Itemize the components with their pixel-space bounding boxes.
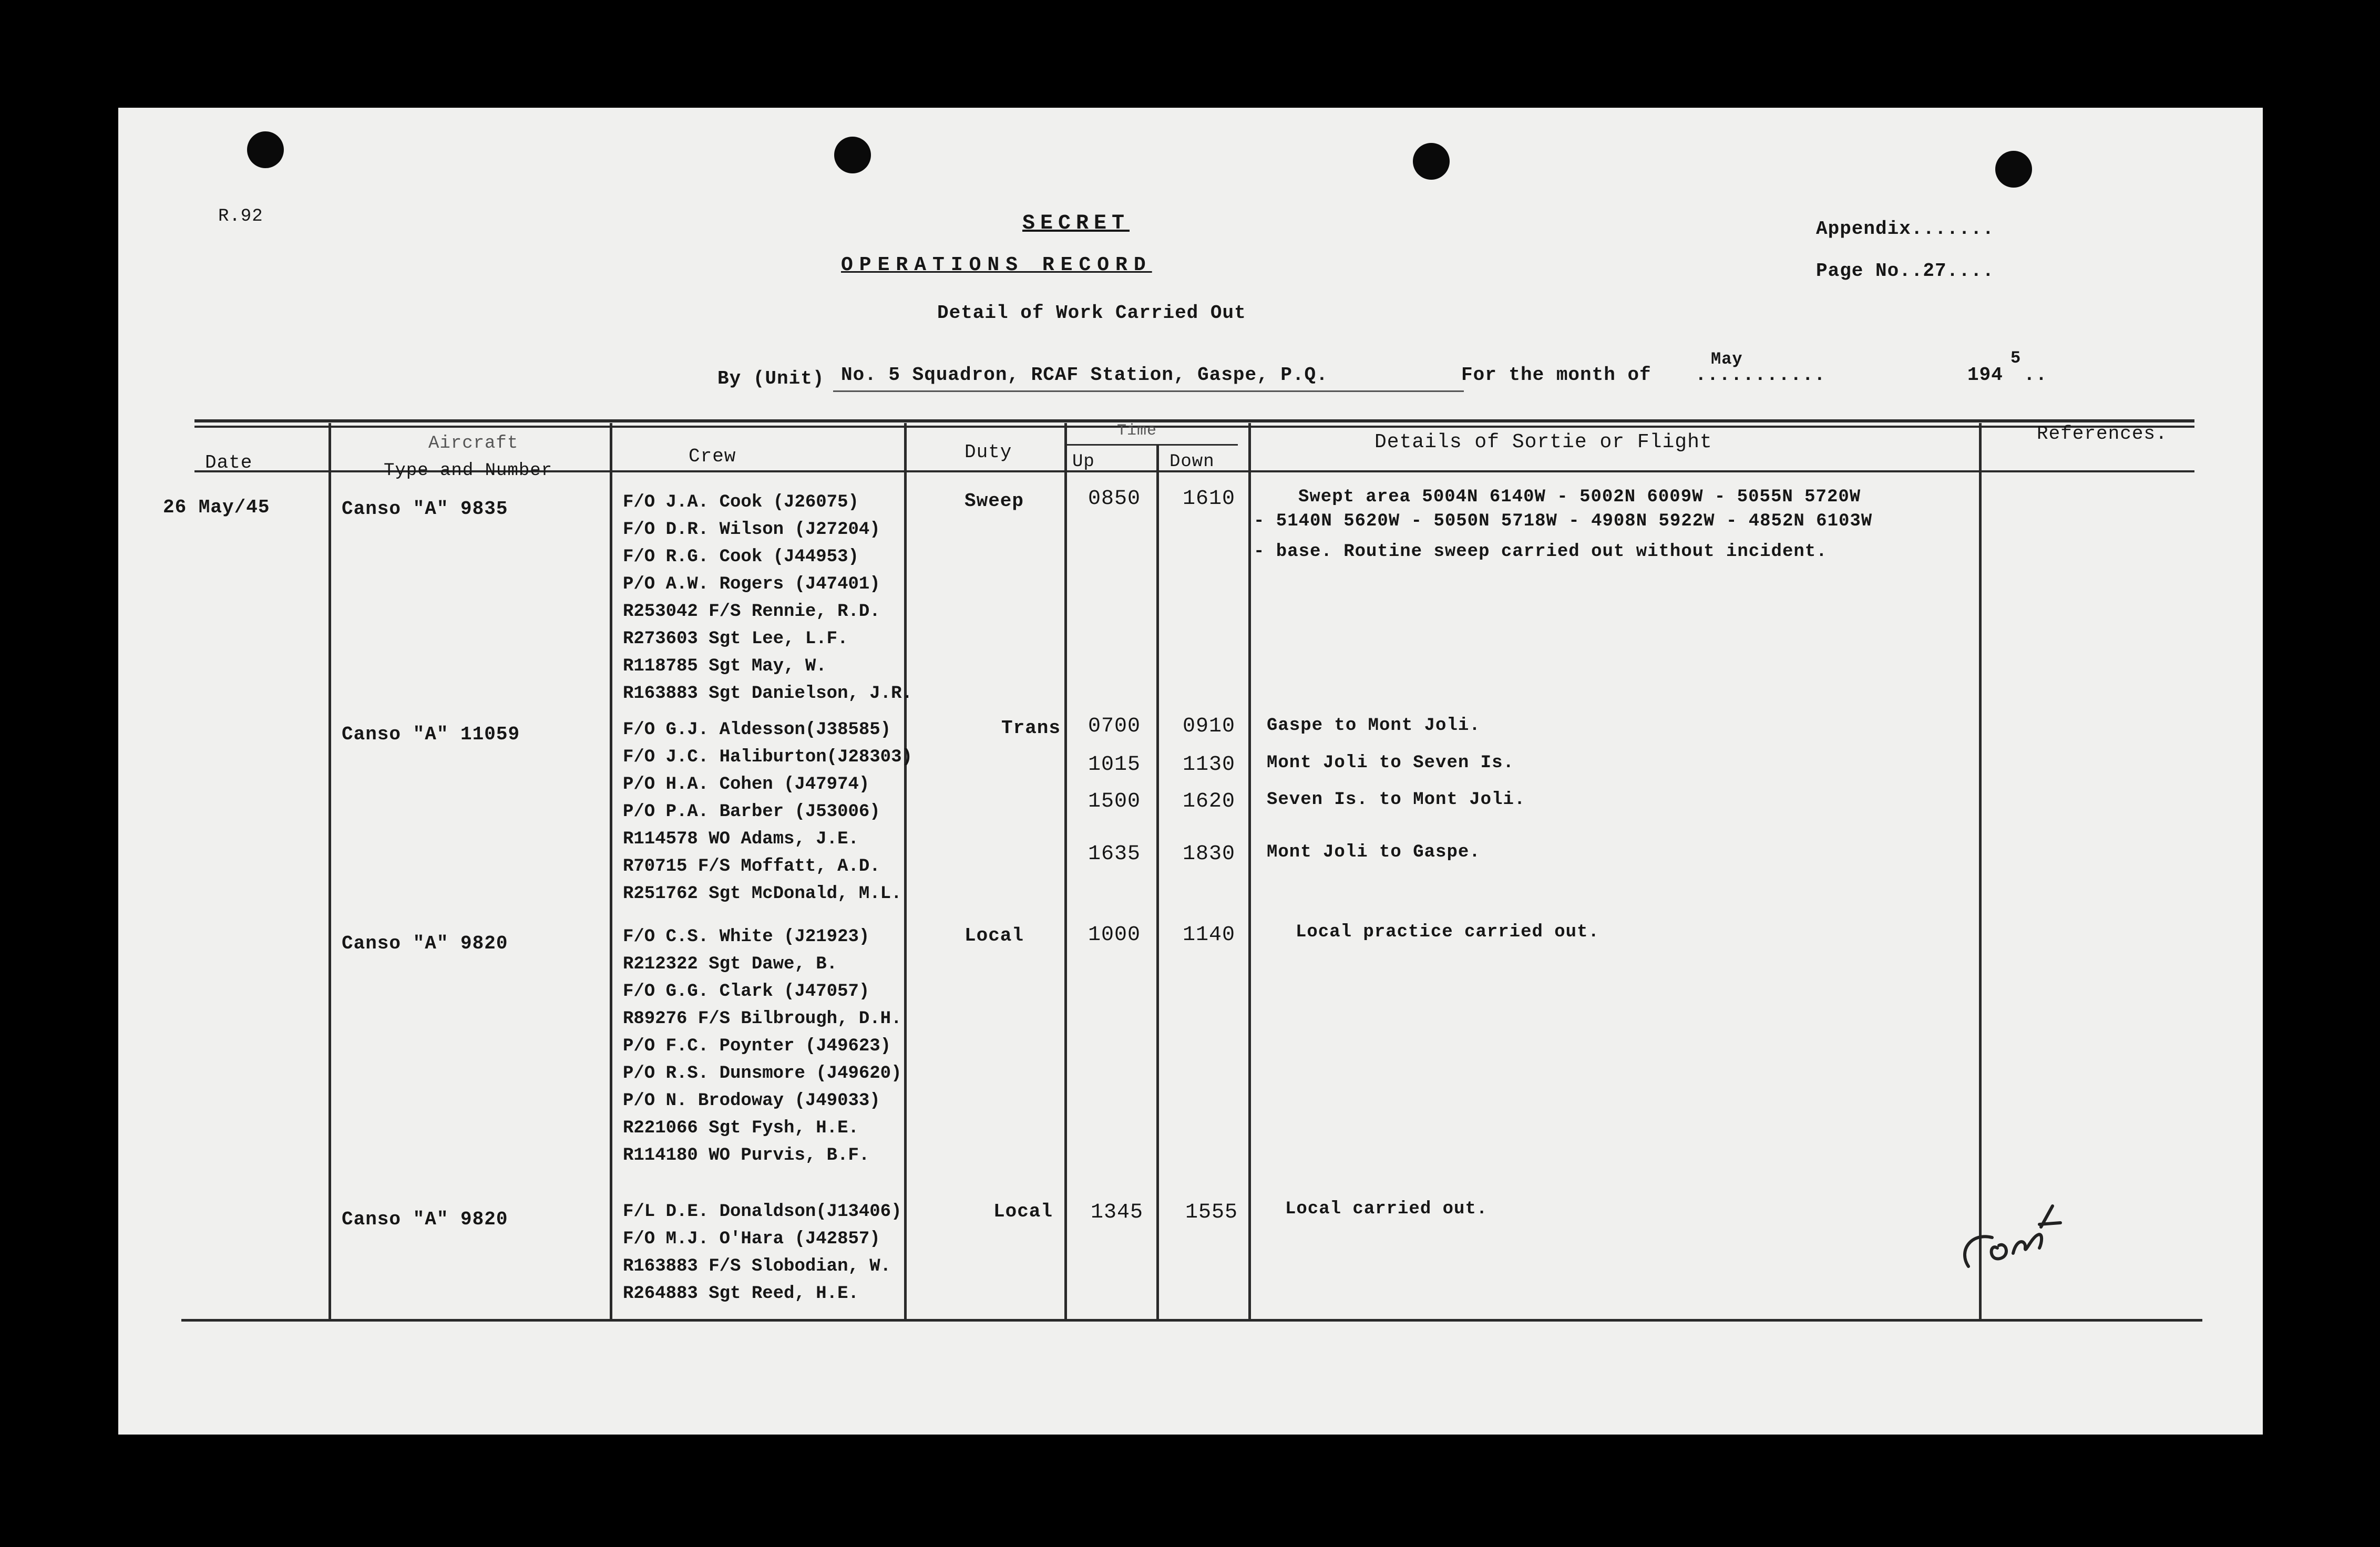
year-suffix: 5 [2010,348,2022,368]
crew-list [623,716,912,907]
aircraft-entry: Canso "A" 9820 [342,933,508,954]
table-top-rule [194,426,2194,428]
appendix-label: Appendix....... [1816,218,1995,240]
col-header-up: Up [1072,452,1095,472]
crew-member: R163883 F/S Slobodian, W. [623,1256,891,1276]
crew-member: F/O D.R. Wilson (J27204) [623,520,880,540]
duty-entry: Local [965,925,1024,946]
time-up: 1015 [1088,753,1141,777]
col-header-details: Details of Sortie or Flight [1374,431,1712,453]
time-down: 0910 [1183,715,1236,738]
month-value: May [1711,349,1743,369]
document-sheet [118,108,2263,1435]
crew-member: R253042 F/S Rennie, R.D. [623,602,880,622]
col-header-date: Date [205,452,253,473]
unit-value: No. 5 Squadron, RCAF Station, Gaspe, P.Q. [841,364,1328,386]
sortie-detail: Swept area 5004N 6140W - 5002N 6009W - 5055N 5720W [1298,487,1861,507]
aircraft-entry: Canso "A" 11059 [342,724,520,745]
form-subtitle: Detail of Work Carried Out [937,302,1246,324]
page-number: Page No..27.... [1816,260,1995,282]
duty-entry: Local [993,1201,1053,1222]
crew-member: F/O M.J. O'Hara (J42857) [623,1229,880,1249]
month-leader: ........... [1695,364,1826,386]
crew-member: R118785 Sgt May, W. [623,656,827,676]
crew-member: R221066 Sgt Fysh, H.E. [623,1118,859,1138]
crew-member: P/O P.A. Barber (J53006) [623,802,880,822]
crew-member: R264883 Sgt Reed, H.E. [623,1284,859,1304]
crew-member: F/O C.S. White (J21923) [623,927,870,947]
unit-label: By (Unit) [717,368,825,389]
crew-member: P/O R.S. Dunsmore (J49620) [623,1064,902,1084]
col-header-references: References. [2037,423,2168,445]
sortie-detail: - base. Routine sweep carried out without incident. [1254,542,1828,562]
crew-member: P/O F.C. Poynter (J49623) [623,1036,891,1056]
time-down: 1620 [1183,790,1236,813]
binder-hole [247,131,284,168]
year-prefix: 194 [1967,364,2003,386]
duty-entry: Sweep [965,490,1024,512]
handwritten-signature [1947,1164,2079,1285]
time-down: 1140 [1183,923,1236,947]
time-up: 0700 [1088,715,1141,738]
duty-entry: Trans [1001,717,1061,739]
table-top-rule [194,419,2194,422]
binder-hole [1413,143,1450,180]
entry-date: 26 May/45 [163,497,270,518]
binder-hole [834,137,871,173]
form-title: OPERATIONS RECORD [841,254,1152,276]
binder-hole [1995,151,2032,188]
time-up: 0850 [1088,487,1141,511]
month-label: For the month of [1461,364,1651,386]
sortie-detail: Mont Joli to Gaspe. [1267,842,1481,862]
crew-member: F/O J.C. Haliburton(J28303) [623,747,912,767]
col-divider [1248,423,1251,1319]
table-bottom-rule [181,1319,2202,1322]
crew-member: R163883 Sgt Danielson, J.R. [623,684,912,704]
crew-member: P/O H.A. Cohen (J47974) [623,775,870,795]
crew-member: P/O N. Brodoway (J49033) [623,1091,880,1111]
crew-member: R273603 Sgt Lee, L.F. [623,629,848,649]
classification: SECRET [1022,212,1130,235]
crew-list [623,923,902,1169]
time-down: 1830 [1183,842,1236,866]
sortie-detail: Local practice carried out. [1296,922,1599,942]
crew-member: F/O J.A. Cook (J26075) [623,492,859,512]
sortie-detail: - 5140N 5620W - 5050N 5718W - 4908N 5922W - 4852N 6103W [1254,511,1873,531]
time-down: 1130 [1183,753,1236,777]
year-leader: .. [2024,364,2048,386]
sortie-detail: Mont Joli to Seven Is. [1267,753,1514,773]
crew-member: F/O G.J. Aldesson(J38585) [623,720,891,740]
time-up: 1635 [1088,842,1141,866]
crew-member: F/L D.E. Donaldson(J13406) [623,1202,902,1222]
col-header-down: Down [1170,452,1215,472]
col-header-crew: Crew [689,446,736,467]
col-header-duty: Duty [965,441,1012,463]
crew-list [623,1198,902,1307]
crew-member: F/O G.G. Clark (J47057) [623,982,870,1002]
col-divider [1064,423,1067,1319]
sortie-detail: Gaspe to Mont Joli. [1267,716,1481,736]
time-up: 1345 [1091,1201,1144,1224]
crew-member: F/O R.G. Cook (J44953) [623,547,859,567]
time-up: 1500 [1088,790,1141,813]
form-number: R.92 [218,207,263,226]
crew-member: R212322 Sgt Dawe, B. [623,954,838,974]
crew-member: R114578 WO Adams, J.E. [623,829,859,849]
col-header-time: Time [1117,422,1157,440]
sortie-detail: Seven Is. to Mont Joli. [1267,790,1526,810]
unit-underline [833,390,1464,392]
time-down: 1555 [1185,1201,1238,1224]
crew-member: R251762 Sgt McDonald, M.L. [623,884,902,904]
time-split-rule [1064,444,1238,446]
col-divider [1156,444,1159,1319]
time-down: 1610 [1183,487,1236,511]
crew-member: R114180 WO Purvis, B.F. [623,1146,870,1166]
time-up: 1000 [1088,923,1141,947]
crew-member: P/O A.W. Rogers (J47401) [623,574,880,594]
col-header-aircraft-sub: Type and Number [384,461,553,481]
crew-list [623,489,912,707]
aircraft-entry: Canso "A" 9820 [342,1209,508,1230]
crew-member: R70715 F/S Moffatt, A.D. [623,857,880,876]
col-header-aircraft: Aircraft [428,434,519,453]
crew-member: R89276 F/S Bilbrough, D.H. [623,1009,902,1029]
sortie-detail: Local carried out. [1285,1199,1488,1219]
col-divider [610,423,612,1319]
col-divider [329,423,331,1319]
aircraft-entry: Canso "A" 9835 [342,498,508,520]
